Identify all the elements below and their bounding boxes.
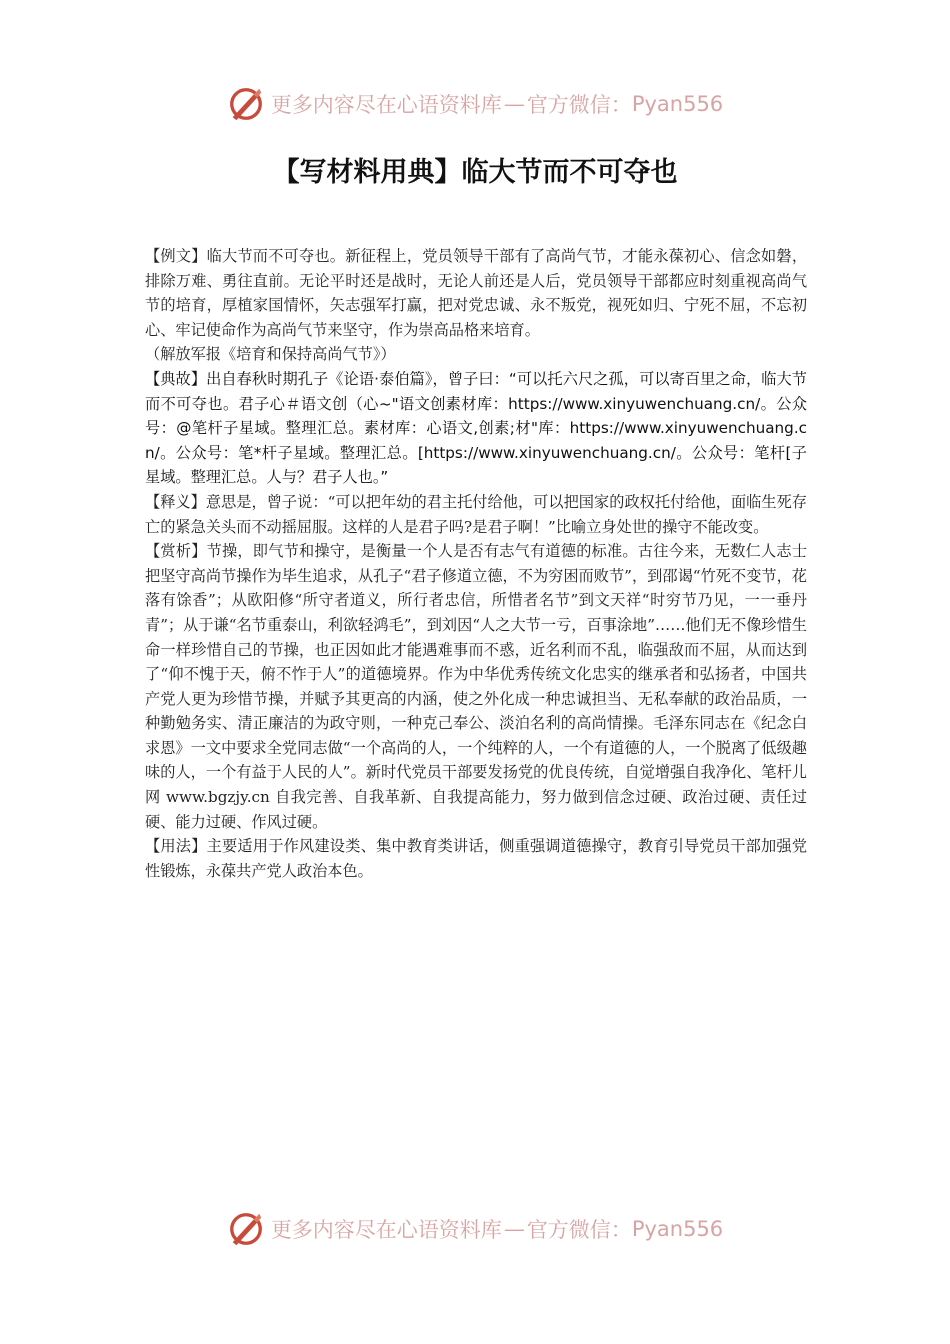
example-paragraph [145, 244, 807, 342]
banner-text: 更多内容尽在心语资料库 [270, 93, 502, 117]
pen-logo-icon [227, 85, 265, 123]
meaning-text: 意思是，曾子说：“可以把年幼的君主托付给他，可以把国家的政权托付给他，面临生死存亡的紧急关头而不动摇屈服。这样的人是君子吗?是君子啊！”比喻立身处世的操守不能改变。 [145, 492, 807, 536]
usage-text: 主要适用于作风建设类、集中教育类讲话，侧重强调道德操守，教育引导党员干部加强党性锻炼，永葆共产党人政治本色。 [145, 837, 808, 880]
meaning-label: 【释义】 [145, 492, 206, 511]
banner-wechat-id: Pyan556 [631, 1217, 724, 1241]
usage-paragraph [145, 834, 807, 883]
banner-wechat-label: 官方微信： [526, 93, 632, 117]
analysis-paragraph [145, 539, 807, 834]
origin-paragraph [145, 367, 807, 490]
banner-wechat-label: 官方微信： [526, 1218, 632, 1242]
banner-separator: — [503, 1217, 525, 1241]
document-body [145, 244, 807, 883]
example-text: 临大节而不可夺也。新征程上，党员领导干部有了高尚气节，才能永葆初心、信念如磐，排除万难、勇往直前。无论平时还是战时，无论人前还是人后，党员领导干部都应时刻重视高尚气节的培育，厚植家国情怀，矢志强军打赢，把对党忠诚、永不叛党，视死如归、宁死不屈，不忘初心、牢记使命作为高尚气节来坚守，作为崇高品格来培育。 [145, 247, 808, 339]
meaning-paragraph [145, 490, 807, 539]
example-label: 【例文】 [145, 247, 207, 265]
footer-banner [0, 1210, 950, 1248]
banner-separator: — [503, 92, 525, 116]
analysis-text: 节操，即气节和操守，是衡量一个人是否有志气有道德的标准。古往今来，无数仁人志士把坚守高尚节操作为毕生追求，从孔子“君子修道立德，不为穷困而败节”，到邵谒“竹死不变节，花落有馀香”；从欧阳修“所守者道义，所行者忠信，所惜者名节”到文天祥“时穷节乃见，一一垂丹青”；从于谦“名节重泰山，利欲轻鸿毛”，到刘因“人之大节一亏，百事涂地”……他们无不像珍惜生命一样珍惜自己的节操，也正因如此才能遇难事而不惑，近名利而不乱，临强敌而不屈，从而达到了“仰不愧于天，俯不怍于人”的道德境界。作为中华优秀传统文化忠实的继承者和弘扬者，中国共产党人更为珍惜节操，并赋予其更高的内涵，使之外化成一种忠诚担当、无私奉献的政治品质，一种勤勉务实、清正廉洁的为政守则，一种克己奉公、淡泊名利的高尚情操。毛泽东同志在《纪念白求恩》一文中要求全党同志做“一个高尚的人，一个纯粹的人，一个有道德的人，一个脱离了低级趣味的人，一个有益于人民的人”。新时代党员干部要发扬党的优良传统，自觉增强自我净化、笔杆儿网 www.bgzjy.cn 自我完善、自我革新、自我提高能力，努力做到信念过硬、政治过硬、责任过硬、能力过硬、作风过硬。 [145, 542, 808, 831]
header-banner [0, 85, 950, 123]
pen-logo-icon [227, 1210, 265, 1248]
origin-text: 出自春秋时期孔子《论语·泰伯篇》，曾子曰：“可以托六尺之孤，可以寄百里之命，临大节而不可夺也。君子心＃语文创（心~"语文创素材库：https://www.xinyuwenchuang.cn/。公众号：@笔杆子星域。整理汇总。素材库：心语文,创素;材"库：https://www.xinyuwenchuang.cn/。公众号：笔*杆子星域。整理汇总。[https://www.xinyuwenchuang.cn/。公众号：笔杆[子星域。整理汇总。人与？君子人也。” [145, 369, 807, 487]
document-title: 【写材料用典】临大节而不可夺也 [272, 157, 678, 188]
source-note: （解放军报《培育和保持高尚气节》） [145, 345, 396, 364]
banner-wechat-id: Pyan556 [631, 92, 724, 116]
usage-label: 【用法】 [145, 837, 207, 856]
origin-label: 【典故】 [145, 369, 207, 388]
analysis-label: 【赏析】 [145, 542, 207, 561]
banner-text: 更多内容尽在心语资料库 [270, 1218, 502, 1242]
